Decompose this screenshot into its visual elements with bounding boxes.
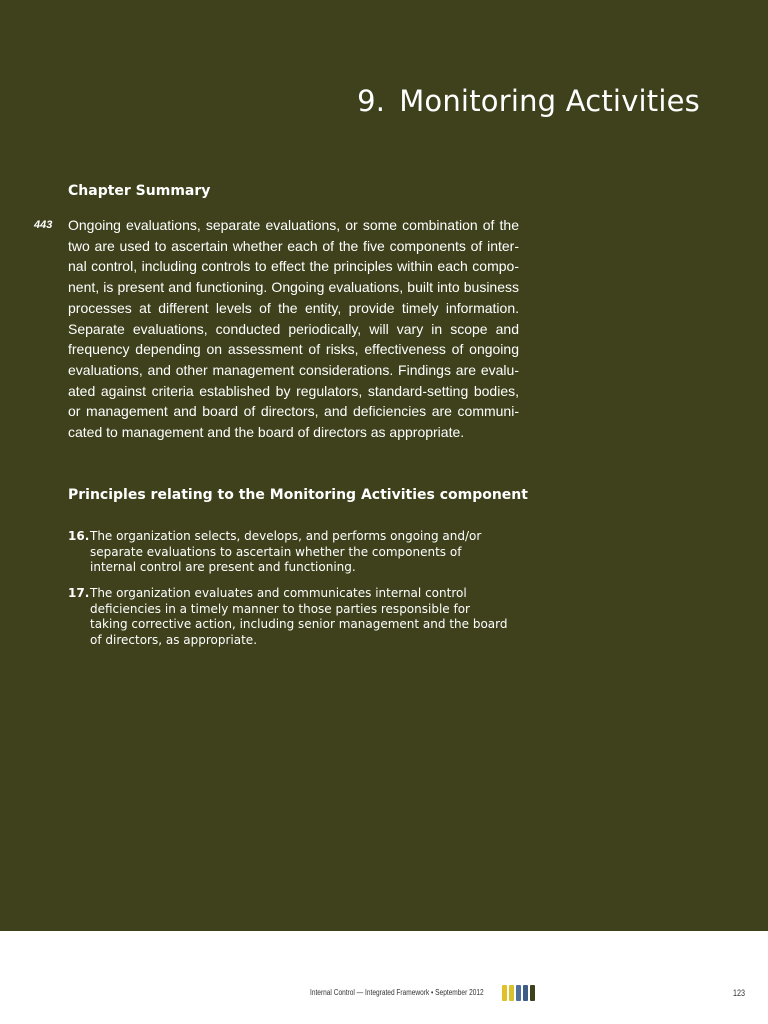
- chapter-summary-text: Ongoing evaluations, separate evaluations, or some combination of the two are used to ascertain whether each of the five components of internal control, including controls to effect the principles within each component, is present and functioning. Ongoing evaluations, built into business processes at different levels of the entity, provide timely information. Separate evaluations, conducted periodically, will vary in scope and frequency depending on assessment of risks, effectiveness of ongoing evaluations, and other management considerations. Findings are evaluated against criteria established by regulators, standard-setting bodies, or management and board of directors, and deficiencies are communicated to management and the board of directors as appropriate.: [68, 217, 519, 441]
- color-bar: [509, 985, 514, 1001]
- color-bar: [523, 985, 528, 1001]
- principle-text: The organization evaluates and communicates internal control deficiencies in a timely manner to those parties responsible for taking corrective action, including senior management and the board of directors, as appropriate.: [90, 586, 508, 648]
- principle-text: The organization selects, develops, and performs ongoing and/or separate evaluations to ascertain whether the components of internal control are present and functioning.: [90, 529, 482, 575]
- color-bar: [530, 985, 535, 1001]
- principle-number: 17.: [68, 586, 90, 600]
- page-number: 123: [733, 988, 746, 998]
- principle-item: [68, 586, 508, 649]
- principle-item: [68, 529, 508, 576]
- chapter-summary-heading: Chapter Summary: [68, 183, 211, 199]
- color-bar: [502, 985, 507, 1001]
- chapter-title: [300, 84, 700, 118]
- footer-color-bars: [502, 985, 535, 1001]
- principle-number: 16.: [68, 529, 90, 543]
- chapter-title-text: Monitoring Activities: [399, 84, 700, 118]
- principles-heading: Principles relating to the Monitoring Activities component: [68, 487, 528, 503]
- chapter-number: 9.: [357, 84, 386, 118]
- footer-publication-text: Internal Control — Integrated Framework • September 2012: [310, 988, 484, 997]
- paragraph-number: 443: [34, 219, 53, 231]
- color-bar: [516, 985, 521, 1001]
